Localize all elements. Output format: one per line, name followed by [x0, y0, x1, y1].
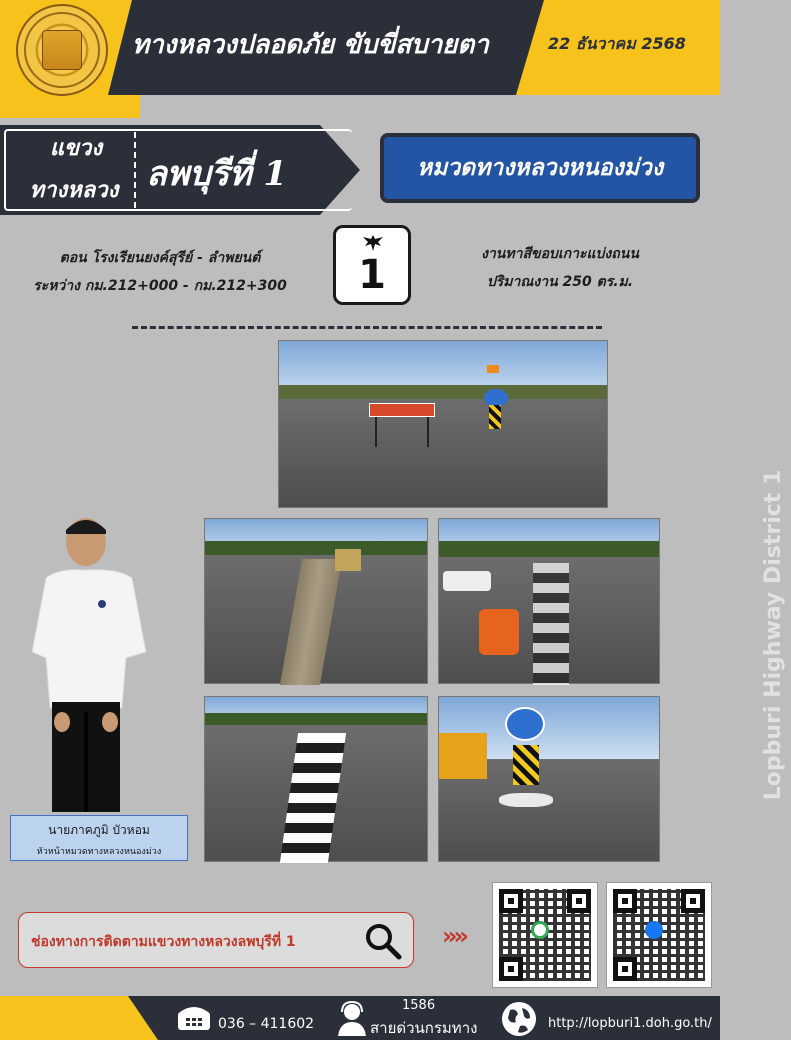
garuda-icon: [361, 234, 385, 252]
follow-channels-box[interactable]: [18, 912, 414, 968]
globe-icon: [500, 1000, 538, 1038]
watermark-text: Lopburi Highway District 1: [761, 469, 786, 801]
qr-code-map[interactable]: [492, 882, 598, 988]
department-logo: [16, 4, 108, 96]
person-position: หัวหน้าหมวดทางหลวงหนองม่วง: [36, 847, 162, 857]
footer-phone[interactable]: 036 – 411602: [218, 1016, 315, 1032]
search-icon: [363, 921, 403, 961]
footer-hotline-number[interactable]: 1586: [402, 998, 436, 1013]
follow-text: ช่องทางการติดตามแขวงทางหลวงลพบุรีที่ 1: [31, 934, 296, 950]
work-line1: งานทาสีขอบเกาะแบ่งถนน: [481, 246, 639, 262]
work-photo-3: [438, 518, 660, 684]
divider: [132, 326, 602, 329]
phone-icon: [176, 1004, 212, 1032]
work-photo-2: [204, 518, 428, 684]
person-photo: [28, 512, 158, 812]
route-number-shield: [333, 225, 411, 305]
header-date: 22 ธันวาคม 2568: [548, 34, 686, 53]
header-title: ทางหลวงปลอดภัย ขับขี่สบายตา: [132, 30, 489, 60]
chevrons-right-icon: »»: [442, 922, 466, 950]
section-line2: ระหว่าง กม.212+000 - กม.212+300: [33, 278, 287, 294]
district-name: ลพบุรีที่ 1: [146, 154, 287, 194]
person-name-box: [10, 815, 188, 861]
facebook-icon: [645, 921, 663, 939]
section-line1: ตอน โรงเรียนยงค์สุรีย์ - ลำพยนต์: [59, 250, 261, 266]
footer-hotline-label: สายด่วนกรมทาง: [370, 1019, 478, 1037]
footer-website-link[interactable]: http://lopburi1.doh.go.th/: [548, 1016, 712, 1031]
work-photo-5: [438, 696, 660, 862]
route-number: 1: [358, 252, 386, 298]
work-photo-4: [204, 696, 428, 862]
district-label-line2: ทางหลวง: [29, 177, 119, 203]
qr-code-facebook[interactable]: [606, 882, 712, 988]
headset-icon: [336, 1000, 368, 1036]
person-name: นายภาคภูมิ บัวหอม: [48, 823, 150, 837]
work-line2: ปริมาณงาน 250 ตร.ม.: [486, 274, 634, 290]
map-pin-icon: [531, 921, 549, 939]
unit-name-box: หมวดทางหลวงหนองม่วง: [380, 133, 700, 203]
district-label-line1: แขวง: [49, 135, 103, 161]
work-photo-1: [278, 340, 608, 508]
